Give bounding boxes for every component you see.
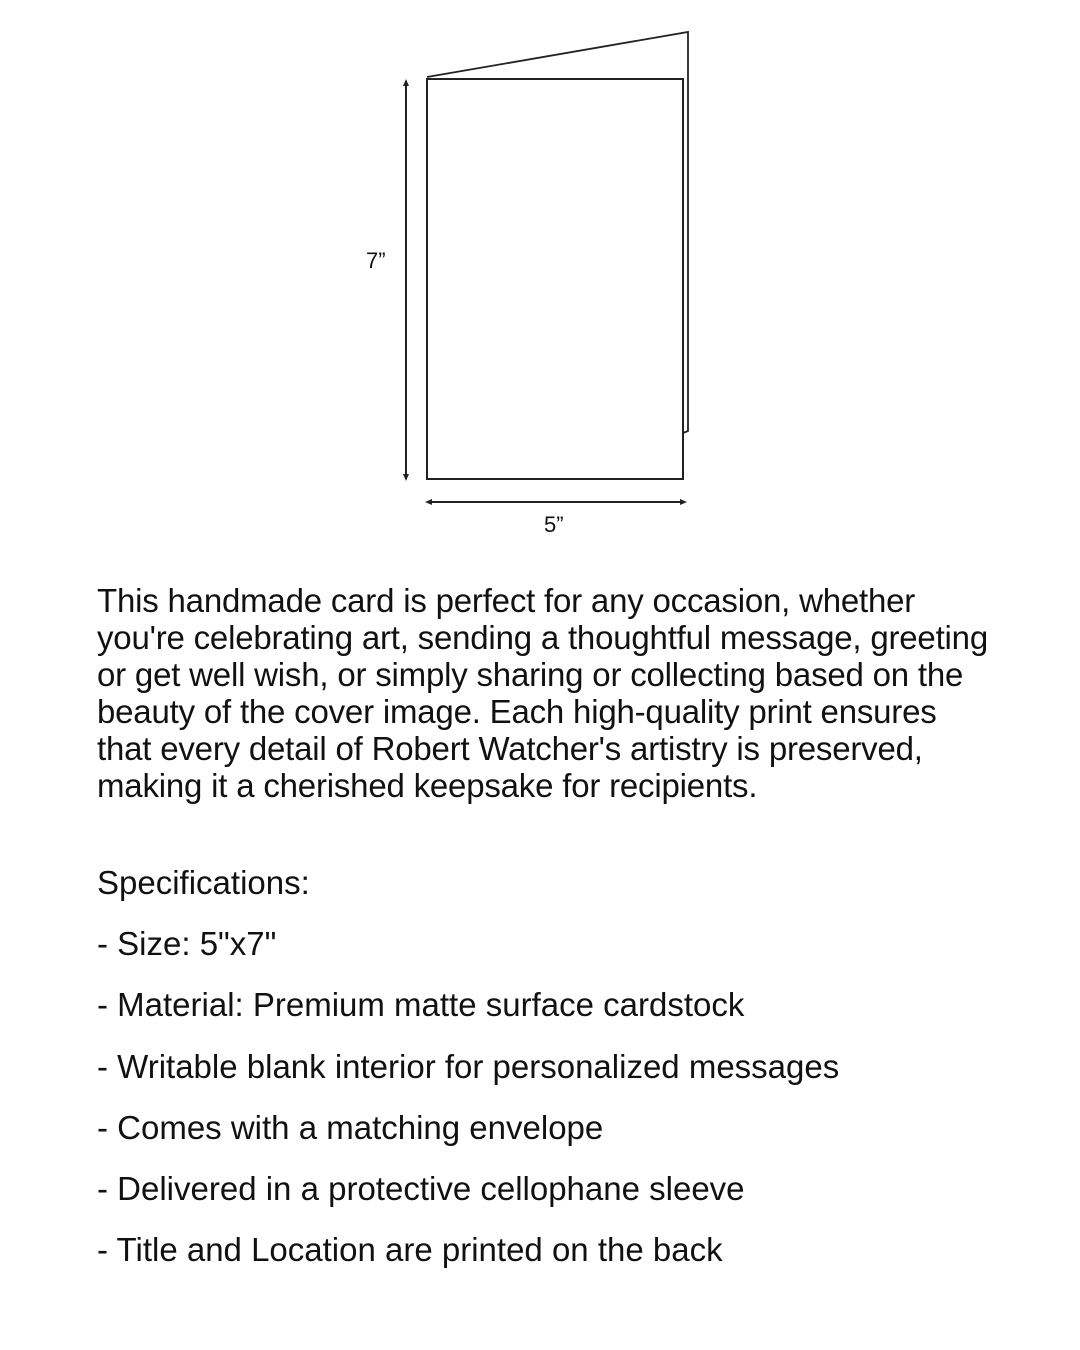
folded-card-drawing bbox=[0, 0, 1080, 560]
spec-item-sleeve: - Delivered in a protective cellophane sleeve bbox=[97, 1170, 745, 1208]
specifications-list bbox=[97, 925, 839, 1293]
width-arrow-head-left bbox=[425, 499, 432, 505]
width-arrow-head-right bbox=[680, 499, 687, 505]
specifications-title: Specifications: bbox=[97, 864, 310, 901]
height-arrow-head-bottom bbox=[403, 474, 409, 481]
spec-item-interior: - Writable blank interior for personalized messages bbox=[97, 1047, 840, 1085]
spec-item-back-print: - Title and Location are printed on the back bbox=[97, 1231, 723, 1269]
card-front-panel bbox=[427, 79, 683, 479]
spec-item-envelope: - Comes with a matching envelope bbox=[97, 1108, 604, 1146]
width-label: 5” bbox=[544, 512, 564, 537]
spec-item-size: - Size: 5"x7" bbox=[97, 925, 277, 962]
height-arrow-head-top bbox=[403, 79, 409, 86]
card-dimension-diagram bbox=[0, 0, 1080, 560]
product-description: This handmade card is perfect for any occasion, whether you're celebrating art, sending a thoughtful message, greeting or get well wish, or simply sharing or collecting based on the beauty of the cover image. Each high-quality print ensures that every detail of Robert Watcher's artistry is preserved, making it a cherished keepsake for recipients. bbox=[97, 582, 988, 804]
height-label: 7” bbox=[366, 248, 386, 273]
spec-item-material: - Material: Premium matte surface cardstock bbox=[97, 986, 745, 1024]
